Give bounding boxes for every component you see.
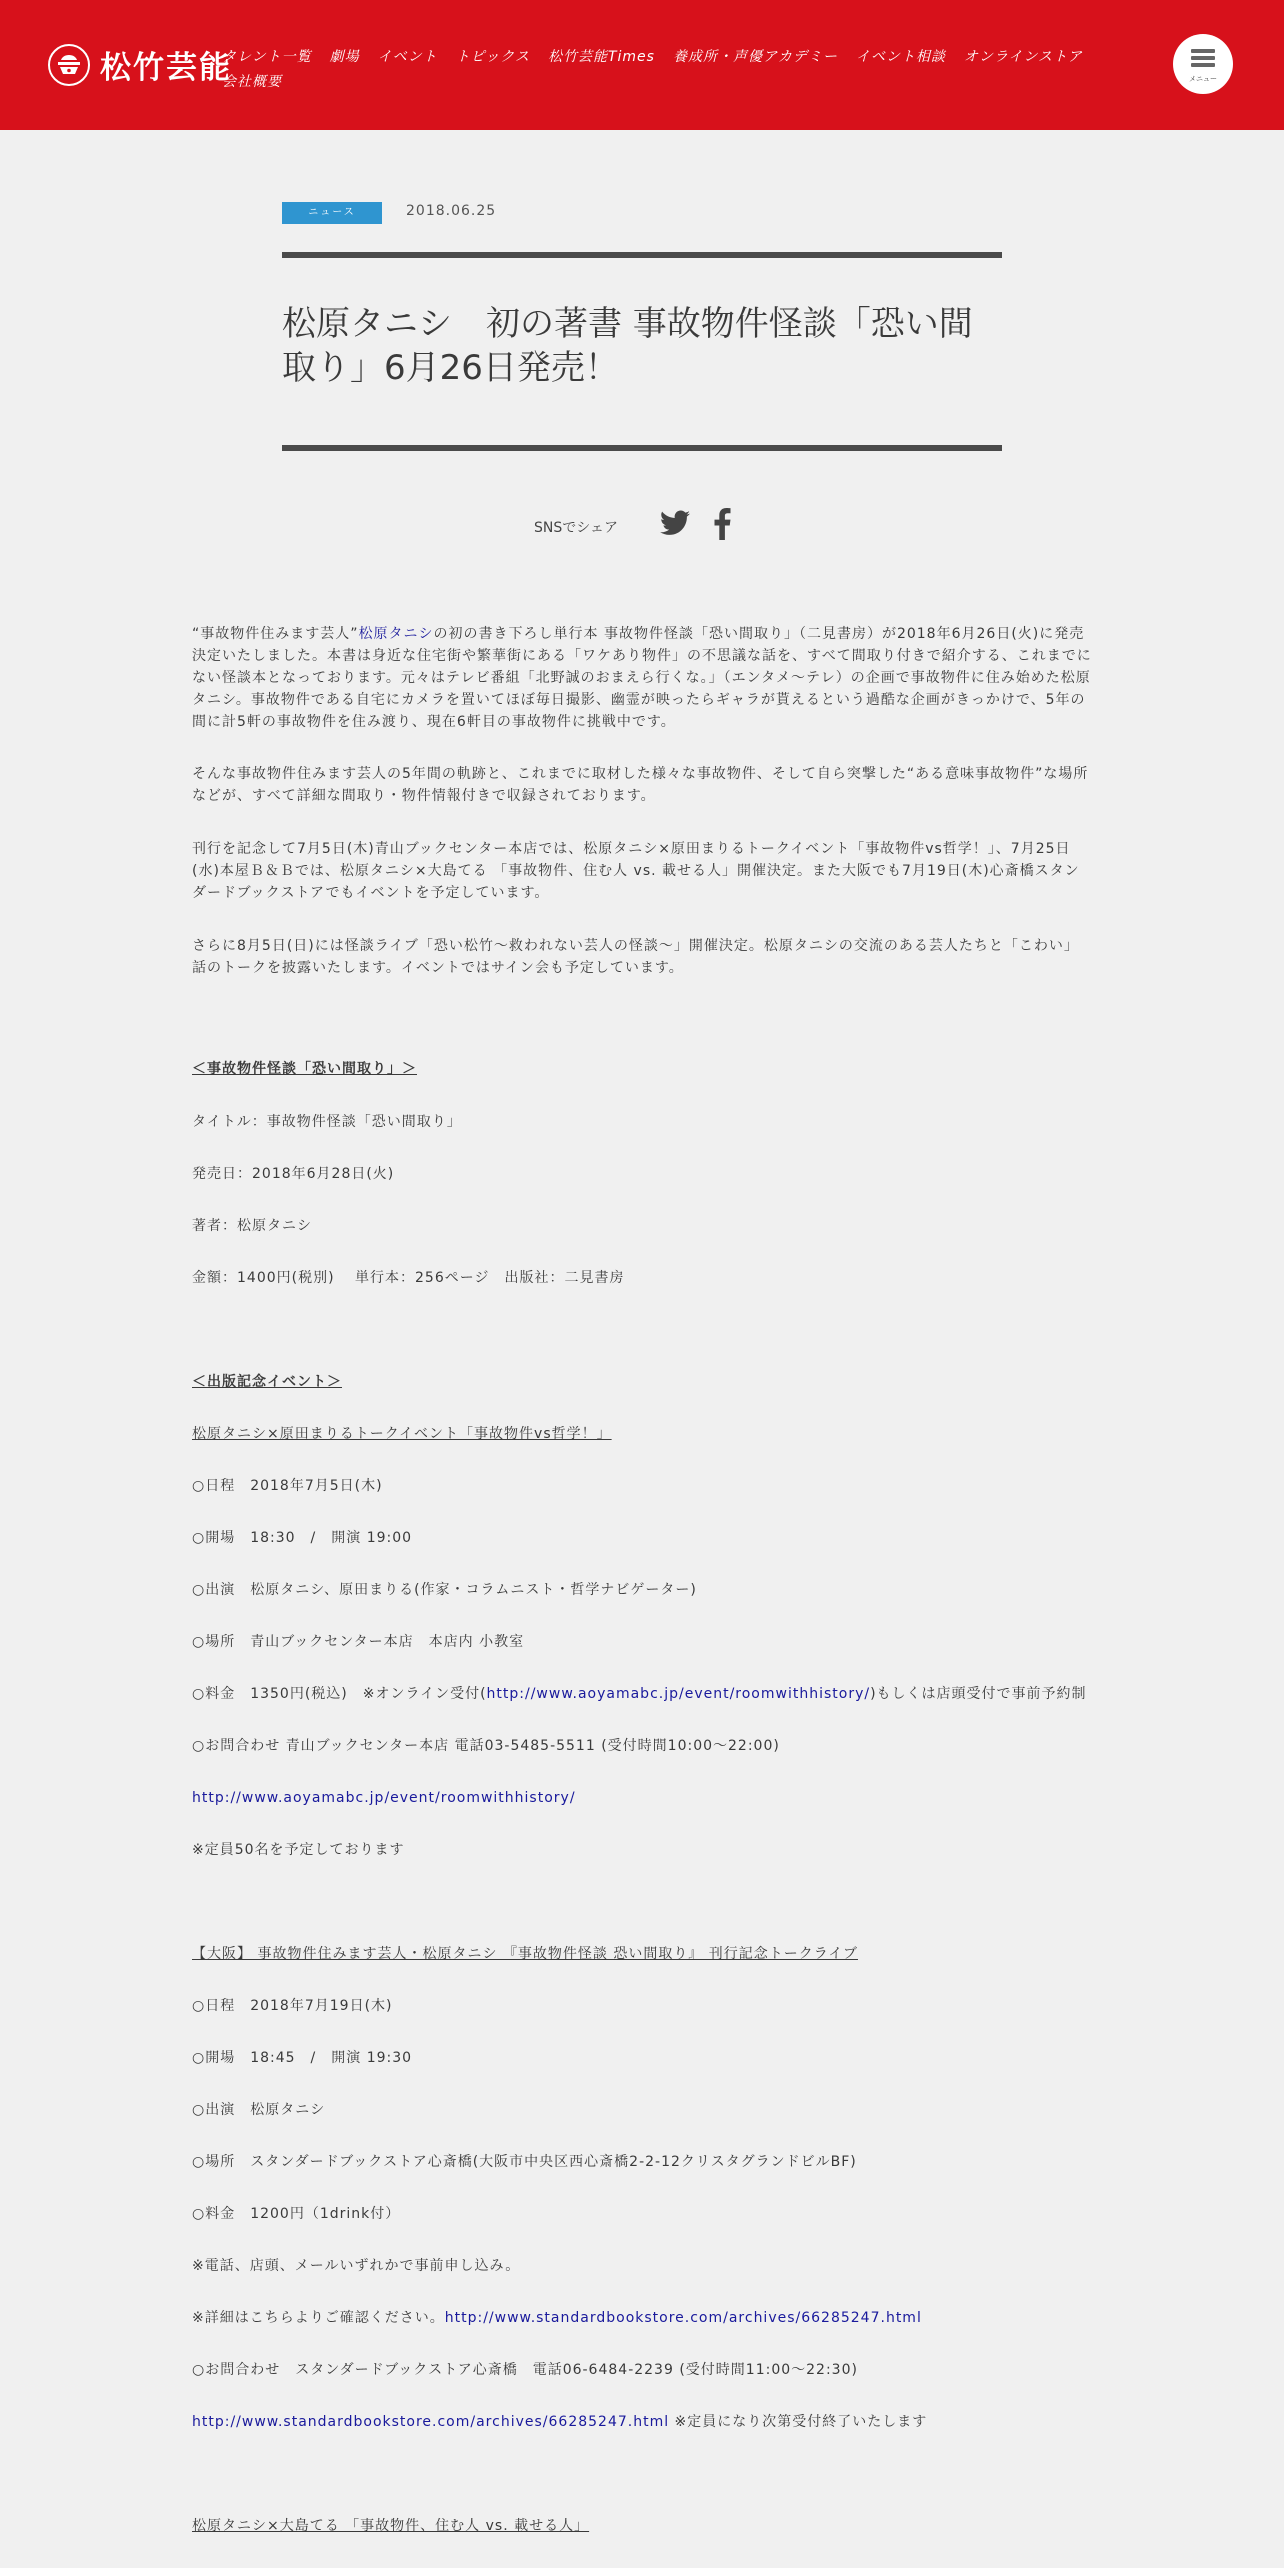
- intro-post: の初の書き下ろし単行本 事故物件怪談「恐い間取り」（二見書房）が2018年6月26日(火)に発売決定いたしました。本書は身近な住宅街や繁華街にある「ワケあり物件」の不思議な話を、すべて間取り付きで紹介する、これまでにない怪談本となっております。元々はテレビ番組「北野誠のおまえら行くな。」（エンタメ〜テレ）の企画で事故物件に住み始めた松原タニシ。事故物件である自宅にカメラを置いてほぼ毎日撮影、幽霊が映ったらギャラが貰えるという過酷な企画がきっかけで、5年の間に計5軒の事故物件を住み渡り、現在6軒目の事故物件に挑戦中です。: [192, 626, 1092, 730]
- logo-text: 松竹芸能: [100, 50, 232, 86]
- event1-url-line: [192, 1787, 576, 1809]
- intro-paragraph: [192, 623, 1092, 733]
- title-rule-bottom: [282, 445, 1002, 451]
- menu-label: メニュー: [1189, 75, 1217, 83]
- event1-venue: ○場所 青山ブックセンター本店 本店内 小教室: [192, 1634, 525, 1650]
- global-nav: [222, 44, 1122, 94]
- book-release-date: 発売日：2018年6月28日(火): [192, 1166, 395, 1182]
- book-heading: ＜事故物件怪談「恐い間取り」＞: [192, 1061, 417, 1077]
- nav-academy[interactable]: 養成所・声優アカデミー: [672, 49, 838, 65]
- events-heading: ＜出版記念イベント＞: [192, 1374, 342, 1390]
- site-header: [0, 0, 1284, 130]
- event1-date: ○日程 2018年7月5日(木): [192, 1478, 383, 1494]
- twitter-icon[interactable]: [660, 510, 690, 540]
- facebook-icon[interactable]: [714, 508, 731, 544]
- intro-pre: “事故物件住みます芸人”: [192, 626, 359, 642]
- event2-reserve: ※電話、店頭、メールいずれかで事前申し込み。: [192, 2258, 521, 2274]
- event3-title: 松原タニシ×大島てる 「事故物件、住む人 vs. 載せる人」: [192, 2518, 590, 2534]
- event1-fee: [192, 1683, 1087, 1705]
- title-rule-top: [282, 252, 1002, 258]
- hamburger-icon: [1191, 49, 1215, 70]
- event1-contact: ○お問合わせ 青山ブックセンター本店 電話03-5485-5511 (受付時間10:00～22:00): [192, 1738, 780, 1754]
- event1-fee-post: )もしくは店頭受付で事前予約制: [870, 1686, 1087, 1702]
- nav-company[interactable]: 会社概要: [222, 74, 282, 90]
- menu-button[interactable]: [1173, 34, 1233, 94]
- nav-events[interactable]: イベント: [377, 49, 438, 65]
- event1-note: ※定員50名を予定しております: [192, 1842, 405, 1858]
- talent-link[interactable]: 松原タニシ: [358, 626, 434, 642]
- event2-url-link[interactable]: http://www.standardbookstore.com/archives/66285247.html: [192, 2414, 670, 2430]
- nav-theater[interactable]: 劇場: [329, 49, 360, 65]
- event2-cast: ○出演 松原タニシ: [192, 2102, 326, 2118]
- event2-fee: ○料金 1200円（1drink付）: [192, 2206, 401, 2222]
- event2-contact: ○お問合わせ スタンダードブックストア心斎橋 電話06-6484-2239 (受付時間11:00〜22:30): [192, 2362, 858, 2378]
- share-label: SNSでシェア: [534, 520, 618, 536]
- event1-fee-link[interactable]: http://www.aoyamabc.jp/event/roomwithhistory/: [486, 1686, 871, 1702]
- category-badge[interactable]: ニュース: [282, 202, 382, 224]
- nav-event-consult[interactable]: イベント相談: [855, 49, 946, 65]
- paragraph-3: 刊行を記念して7月5日(木)青山ブックセンター本店では、松原タニシ×原田まりるトークイベント「事故物件vs哲学！」、7月25日(水)本屋Ｂ＆Ｂでは、松原タニシ×大島てる 「事故物件、住む人 vs. 載せる人」開催決定。また大阪でも7月19日(木)心斎橋スタンダードブックストアでもイベントを予定しています。: [192, 841, 1080, 901]
- event2-detail-pre: ※詳細はこちらよりご確認ください。: [192, 2310, 445, 2326]
- book-author: 著者：松原タニシ: [192, 1218, 312, 1234]
- event1-url-link[interactable]: http://www.aoyamabc.jp/event/roomwithhistory/: [192, 1790, 576, 1806]
- site-logo[interactable]: [48, 42, 232, 87]
- nav-topics[interactable]: トピックス: [455, 49, 530, 65]
- event2-date: ○日程 2018年7月19日(木): [192, 1998, 393, 2014]
- event1-title: 松原タニシ×原田まりるトークイベント「事故物件vs哲学！」: [192, 1426, 612, 1442]
- event1-cast: ○出演 松原タニシ、原田まりる(作家・コラムニスト・哲学ナビゲーター): [192, 1582, 697, 1598]
- event2-title: 【大阪】 事故物件住みます芸人・松原タニシ 『事故物件怪談 恐い間取り』 刊行記念トークライブ: [192, 1946, 858, 1962]
- event2-detail-link[interactable]: http://www.standardbookstore.com/archives/66285247.html: [444, 2310, 922, 2326]
- event1-fee-pre: ○料金 1350円(税込) ※オンライン受付(: [192, 1686, 487, 1702]
- event2-detail: [192, 2307, 922, 2329]
- book-price: 金額：1400円(税別) 単行本：256ページ 出版社：二見書房: [192, 1270, 625, 1286]
- paragraph-4: さらに8月5日(日)には怪談ライブ「恐い松竹～救われない芸人の怪談～」開催決定。松原タニシの交流のある芸人たちと「こわい」話のトークを披露いたします。イベントではサイン会も予定しています。: [192, 938, 1079, 976]
- nav-times[interactable]: 松竹芸能Times: [547, 49, 655, 65]
- post-date: 2018.06.25: [406, 203, 497, 219]
- event1-time: ○開場 18:30 / 開演 19:00: [192, 1530, 413, 1546]
- event2-url-line: [192, 2411, 927, 2433]
- book-title: タイトル：事故物件怪談「恐い間取り」: [192, 1114, 462, 1130]
- paragraph-2: そんな事故物件住みます芸人の5年間の軌跡と、これまでに取材した様々な事故物件、そして自ら突撃した“ある意味事故物件”な場所などが、すべて詳細な間取り・物件情報付きで収録されております。: [192, 766, 1089, 804]
- event2-url-note: ※定員になり次第受付終了いたします: [669, 2414, 928, 2430]
- event2-venue: ○場所 スタンダードブックストア心斎橋(大阪市中央区西心斎橋2-2-12クリスタグランドビルBF): [192, 2154, 857, 2170]
- nav-online-store[interactable]: オンラインストア: [963, 49, 1083, 65]
- event2-time: ○開場 18:45 / 開演 19:30: [192, 2050, 413, 2066]
- page-title: 松原タニシ 初の著書 事故物件怪談「恐い間取り」6月26日発売！: [282, 304, 973, 388]
- nav-talents[interactable]: タレント一覧: [222, 49, 312, 65]
- logo-mark-icon: [48, 44, 90, 86]
